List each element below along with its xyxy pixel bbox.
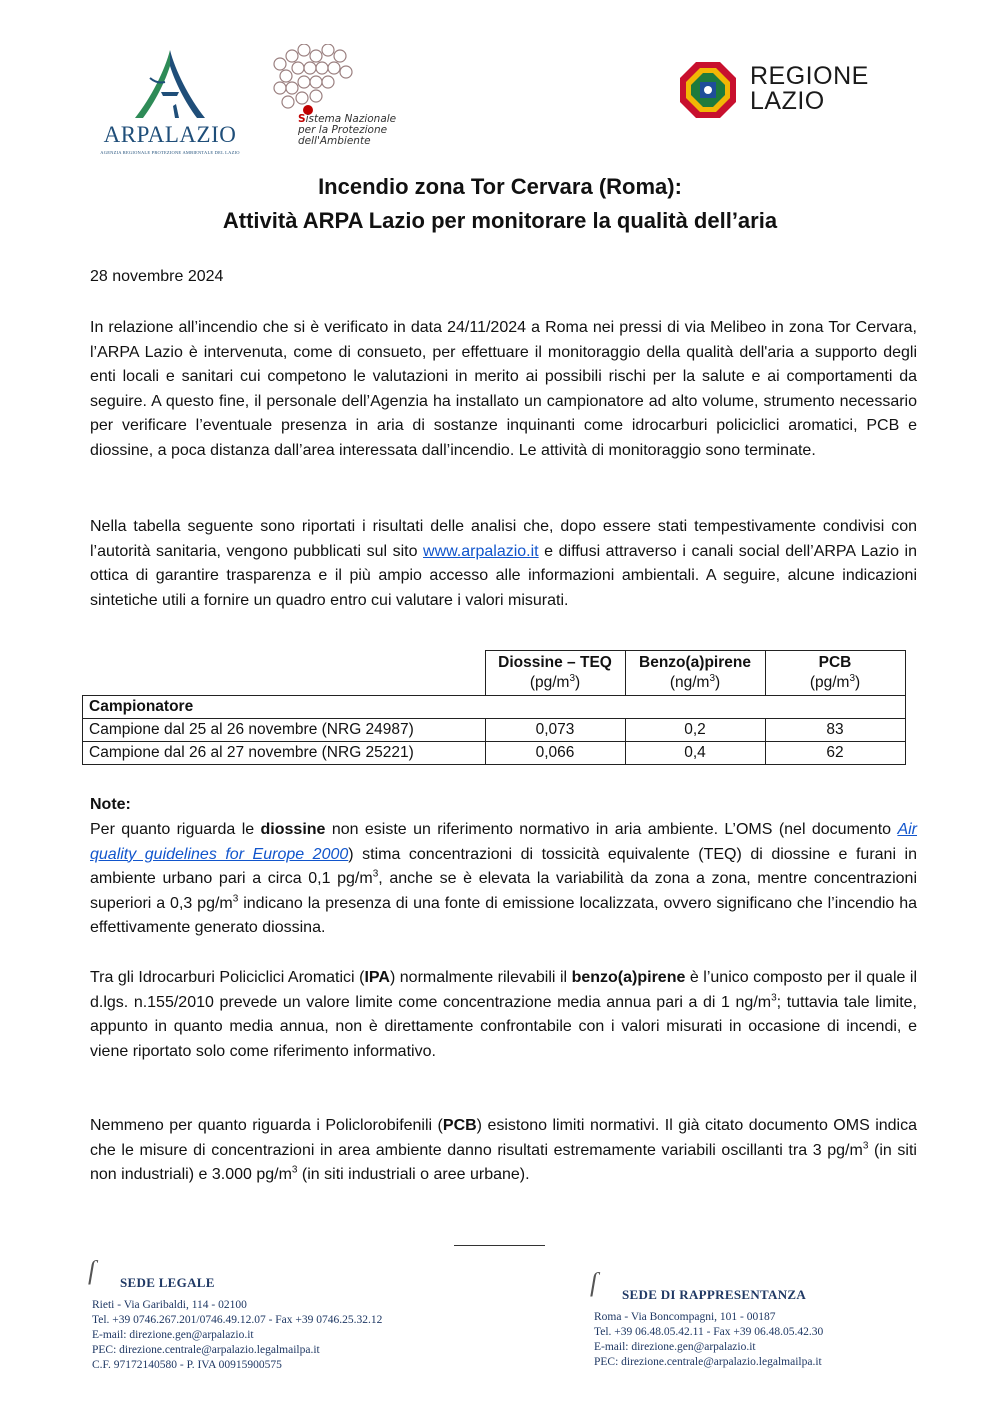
footer-line: C.F. 97172140580 - P. IVA 00915900575	[92, 1359, 282, 1371]
table-header-row	[83, 651, 906, 696]
table-group-row	[83, 696, 906, 719]
arpa-lazio-logo	[95, 46, 245, 158]
footer-sede-legale-heading: SEDE LEGALE	[120, 1275, 215, 1290]
arpa-logo-acronym: ARPALAZIO	[103, 122, 237, 147]
footer-sede-legale	[88, 1256, 383, 1373]
regione-lazio-emblem-icon	[678, 60, 738, 120]
footer-line: E-mail: direzione.gen@arpalazio.it	[594, 1341, 756, 1353]
column-header-pcb: PCB $(pg/m^3)$	[765, 651, 905, 696]
footer-swoosh-icon: ſ	[88, 1256, 96, 1285]
arpalazio-website-link[interactable]: www.arpalazio.it	[423, 542, 539, 560]
who-guidelines-link[interactable]: Air quality guidelines for Europe 2000	[90, 821, 917, 863]
arpa-a-mark-icon	[95, 46, 245, 122]
header-logos	[0, 0, 1000, 160]
snpa-logo-text: Sistema Nazionale per la Protezione dell'Ambiente	[298, 113, 397, 147]
footer-divider	[454, 1245, 545, 1246]
note-ipa-paragraph: Tra gli Idrocarburi Policiclici Aromatici (IPA) normalmente rilevabili il benzo(a)pirene è l’unico composto per il quale il d.lgs. n.155/2010 prevede un valore limite come concentrazione media annua pari a di 1 $ng/m^3$; tuttavia tale limite, appunto in quanto media annua, non è direttamente confrontabile con i valori misurati in occasione di incendi, e viene riportato solo come riferimento informativo.	[90, 969, 918, 1060]
footer-sede-rappresentanza-heading: SEDE DI RAPPRESENTANZA	[622, 1287, 807, 1302]
footer-line: PEC: direzione.centrale@arpalazio.legalmailpa.it	[594, 1356, 822, 1368]
table-row-label: Campione dal 26 al 27 novembre (NRG 25221)	[83, 742, 486, 765]
note-diossine-paragraph: Per quanto riguarda le diossine non esiste un riferimento normativo in aria ambiente. L’OMS (nel documento Air quality guidelines for Europe 2000) stima concentrazioni di tossicità equivalente (TEQ) di diossine e furani in ambiente urbano pari a circa 0,1 $pg/m^3$, anche se è elevata la variabilità da zona a zona, mentre concentrazioni superiori a 0,3 $pg/m^3$ indicano la presenza di una fonte di emissione localizzata, ovvero significano che l’incendio ha effettivamente generato diossina.	[90, 821, 918, 937]
table-row-label: Campione dal 25 al 26 novembre (NRG 24987)	[83, 719, 486, 742]
table-row	[83, 742, 906, 765]
footer-line: Tel. +39 06.48.05.42.11 - Fax +39 06.48.05.42.30	[594, 1326, 824, 1338]
footer-swoosh-icon: ſ	[590, 1268, 598, 1297]
intro-paragraph: In relazione all’incendio che si è verificato in data 24/11/2024 a Roma nei pressi di via Melibeo in zona Tor Cervara, l’ARPA Lazio è intervenuta, come di consueto, per effettuare il monitoraggio della qualità dell'aria a supporto degli enti locali e sanitari cui competono le valutazioni in merito ai possibili rischi per la salute e ai comportamenti da seguire. A questo fine, il personale dell’Agenzia ha installato un campionatore ad alto volume, strumento necessario per verificare l’eventuale presenza in aria di sostanze inquinanti come idrocarburi policiclici aromatici, PCB e diossine, a poca distanza dall’area interessata dall’incendio. Le attività di monitoraggio sono terminate.	[90, 319, 917, 459]
column-header-diossine: Diossine – TEQ $(pg/m^3)$	[485, 651, 625, 696]
document-date: 28 novembre 2024	[90, 268, 224, 285]
footer-line: PEC: direzione.centrale@arpalazio.legalmailpa.it	[92, 1344, 320, 1356]
footer-line: Tel. +39 0746.267.201/0746.49.12.07 - Fax +39 0746.25.32.12	[92, 1314, 383, 1326]
footer-line: E-mail: direzione.gen@arpalazio.it	[92, 1329, 254, 1341]
footer-line: Rieti - Via Garibaldi, 114 - 02100	[92, 1299, 247, 1311]
regione-lazio-wordmark: REGIONE LAZIO	[750, 62, 869, 115]
table-cell-diossine: 0,066	[485, 742, 625, 765]
arpa-logo-subtitle: AGENZIA REGIONALE PROTEZIONE AMBIENTALE DEL LAZIO	[100, 150, 240, 155]
table-cell-benzoapirene: 0,2	[625, 719, 765, 742]
document-title	[0, 170, 1000, 238]
table-cell-benzoapirene: 0,4	[625, 742, 765, 765]
footer-line: Roma - Via Boncompagni, 101 - 00187	[594, 1311, 776, 1323]
regione-lazio-logo	[678, 60, 898, 120]
table-cell-diossine: 0,073	[485, 719, 625, 742]
column-header-benzoapirene: Benzo(a)pirene $(ng/m^3)$	[625, 651, 765, 696]
table-cell-pcb: 62	[765, 742, 905, 765]
notes-heading: Note:	[90, 796, 131, 813]
results-table	[82, 650, 906, 765]
note-pcb-paragraph: Nemmeno per quanto riguarda i Policlorobifenili (PCB) esistono limiti normativi. Il già citato documento OMS indica che le misure di concentrazioni in area ambiente danno risultati estremamente variabili oscillanti tra 3 $pg/m^3$ (in siti non industriali) e 3.000 $pg/m^3$ (in siti industriali o aree urbane).	[90, 1117, 918, 1184]
table-row	[83, 719, 906, 742]
table-group-label: Campionatore	[83, 696, 906, 719]
table-corner-cell	[83, 651, 486, 696]
title-line-2: Attività ARPA Lazio per monitorare la qualità dell’aria	[222, 208, 778, 233]
snpa-logo	[268, 44, 438, 154]
table-cell-pcb: 83	[765, 719, 905, 742]
snpa-hexagon-network-icon	[268, 44, 368, 116]
table-intro-paragraph: Nella tabella seguente sono riportati i risultati delle analisi che, dopo essere stati tempestivamente condivisi con l’autorità sanitaria, vengono pubblicati sul sito www.arpalazio.it e diffusi attraverso i canali social dell’ARPA Lazio in ottica di garantire trasparenza e il più ampio accesso alle informazioni ambientali. A seguire, alcune indicazioni sintetiche utili a fornire un quadro entro cui valutare i valori misurati.	[90, 518, 918, 609]
footer-sede-rappresentanza	[590, 1268, 824, 1370]
title-line-1: Incendio zona Tor Cervara (Roma):	[318, 174, 682, 199]
